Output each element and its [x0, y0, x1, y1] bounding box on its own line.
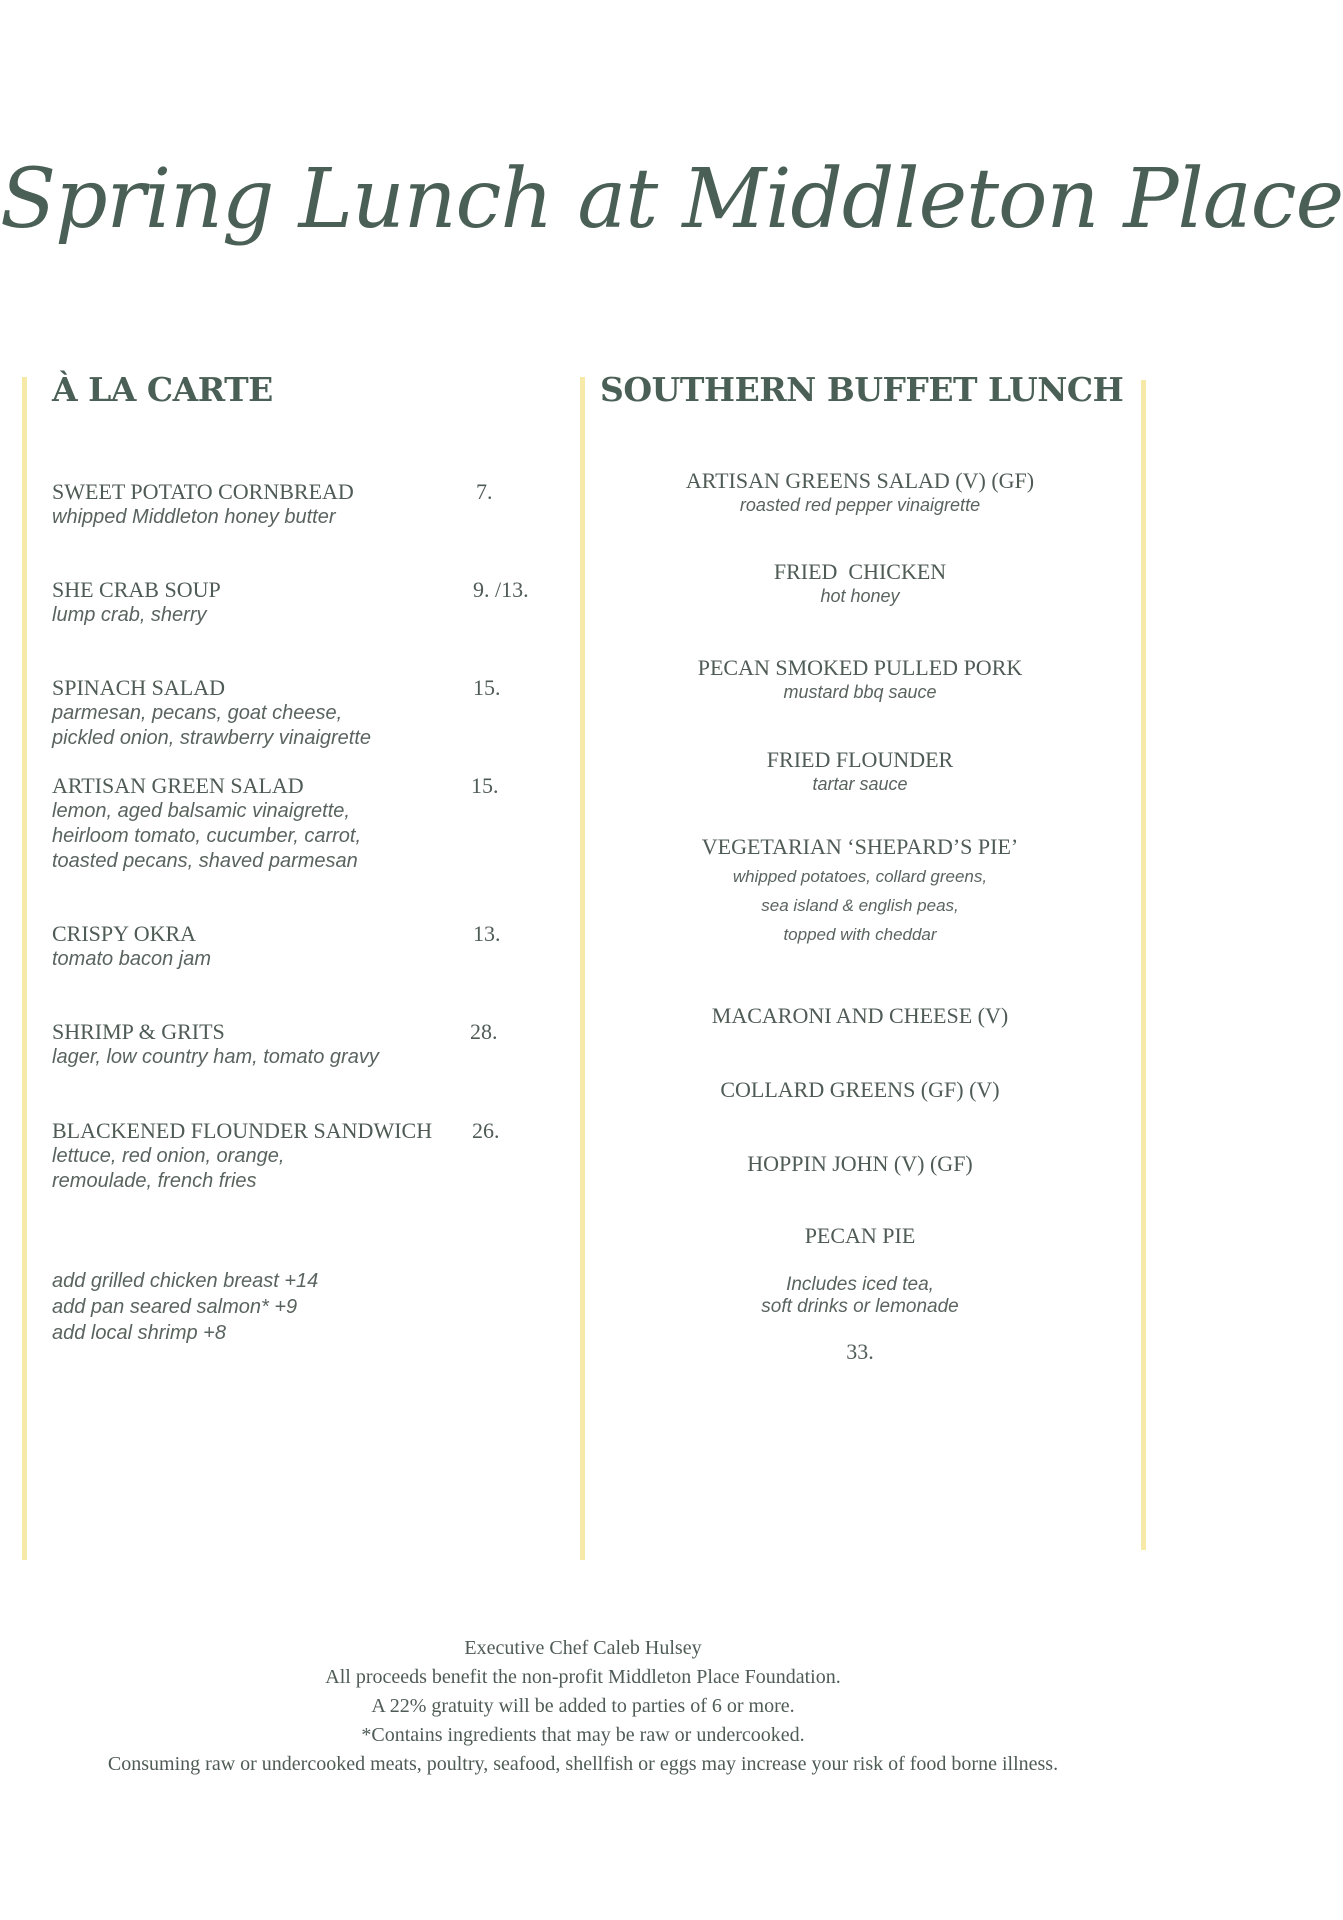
item-price: 28.	[470, 1019, 498, 1044]
buffet-item	[600, 468, 1120, 517]
item-price: 26.	[472, 1118, 500, 1143]
buffet-item	[600, 559, 1120, 608]
buffet-item	[600, 834, 1120, 949]
left-divider-line	[22, 377, 27, 1560]
item-description: whipped Middleton honey butter	[52, 506, 336, 528]
buffet-item-name: MACARONI AND CHEESE (V)	[711, 1003, 1009, 1028]
chef-credit: Executive Chef Caleb Hulsey	[464, 1637, 702, 1659]
footer	[0, 1634, 1166, 1779]
add-on-item: add pan seared salmon* +9	[52, 1296, 298, 1318]
buffet-item	[600, 747, 1120, 796]
item-description: lump crab, sherry	[52, 604, 207, 626]
buffet-item-description: roasted red pepper vinaigrette	[739, 495, 981, 515]
buffet-item-name: ARTISAN GREENS SALAD (V) (GF)	[685, 468, 1035, 493]
buffet-includes	[600, 1274, 1120, 1318]
item-name: SWEET POTATO CORNBREAD	[52, 479, 354, 504]
item-description: lager, low country ham, tomato gravy	[52, 1046, 379, 1068]
buffet-item	[600, 1003, 1120, 1029]
item-name: ARTISAN GREEN SALAD	[52, 773, 304, 798]
buffet-item-name: VEGETARIAN ‘SHEPARD’S PIE’	[701, 834, 1019, 859]
add-on-list	[52, 1268, 318, 1346]
buffet-item-description: hot honey	[820, 586, 900, 606]
item-name: BLACKENED FLOUNDER SANDWICH	[52, 1118, 433, 1143]
buffet-price: 33.	[846, 1339, 874, 1364]
buffet-item-description: tartar sauce	[812, 774, 908, 794]
buffet-item-description: whipped potatoes, collard greens, sea island & english peas, topped with cheddar	[732, 867, 988, 944]
item-name: SPINACH SALAD	[52, 675, 225, 700]
buffet-item	[600, 655, 1120, 704]
buffet-heading: SOUTHERN BUFFET LUNCH	[600, 370, 1124, 409]
center-divider-line	[580, 377, 585, 1560]
buffet-item	[600, 1077, 1120, 1103]
item-price: 15.	[473, 675, 501, 700]
item-price: 15.	[471, 773, 499, 798]
gratuity-note: A 22% gratuity will be added to parties of 6 or more.	[371, 1695, 795, 1717]
buffet-item	[600, 1151, 1120, 1177]
item-description: lemon, aged balsamic vinaigrette, heirloom tomato, cucumber, carrot, toasted pecans, shaved parmesan	[52, 800, 362, 872]
item-description: lettuce, red onion, orange, remoulade, french fries	[52, 1145, 285, 1192]
item-name: CRISPY OKRA	[52, 921, 197, 946]
buffet-item-description: mustard bbq sauce	[783, 682, 937, 702]
add-on-item: add local shrimp +8	[52, 1322, 226, 1344]
a-la-carte-heading: À LA CARTE	[52, 370, 273, 409]
item-name: SHRIMP & GRITS	[52, 1019, 225, 1044]
raw-ingredients-note: *Contains ingredients that may be raw or undercooked.	[361, 1724, 805, 1746]
item-price: 13.	[473, 921, 501, 946]
health-warning: Consuming raw or undercooked meats, poultry, seafood, shellfish or eggs may increase your risk of food borne illness.	[107, 1753, 1059, 1775]
item-description: tomato bacon jam	[52, 948, 211, 970]
includes-text: Includes iced tea, soft drinks or lemonade	[761, 1274, 959, 1317]
item-description: parmesan, pecans, goat cheese, pickled onion, strawberry vinaigrette	[52, 702, 372, 749]
buffet-item-name: PECAN PIE	[804, 1223, 916, 1248]
buffet-item-name: HOPPIN JOHN (V) (GF)	[747, 1151, 973, 1176]
buffet-item-name: COLLARD GREENS (GF) (V)	[720, 1077, 1000, 1102]
buffet-item-name: FRIED FLOUNDER	[766, 747, 954, 772]
buffet-item-name: PECAN SMOKED PULLED PORK	[697, 655, 1023, 680]
item-price: 7.	[476, 479, 493, 504]
add-on-item: add grilled chicken breast +14	[52, 1270, 319, 1292]
right-divider-line	[1141, 380, 1146, 1550]
foundation-note: All proceeds benefit the non-profit Middleton Place Foundation.	[325, 1666, 841, 1688]
buffet-item	[600, 1223, 1120, 1249]
item-price: 9. /13.	[473, 577, 529, 602]
buffet-item-name: FRIED CHICKEN	[773, 559, 947, 584]
item-name: SHE CRAB SOUP	[52, 577, 221, 602]
menu-title: Spring Lunch at Middleton Place	[0, 152, 1343, 247]
